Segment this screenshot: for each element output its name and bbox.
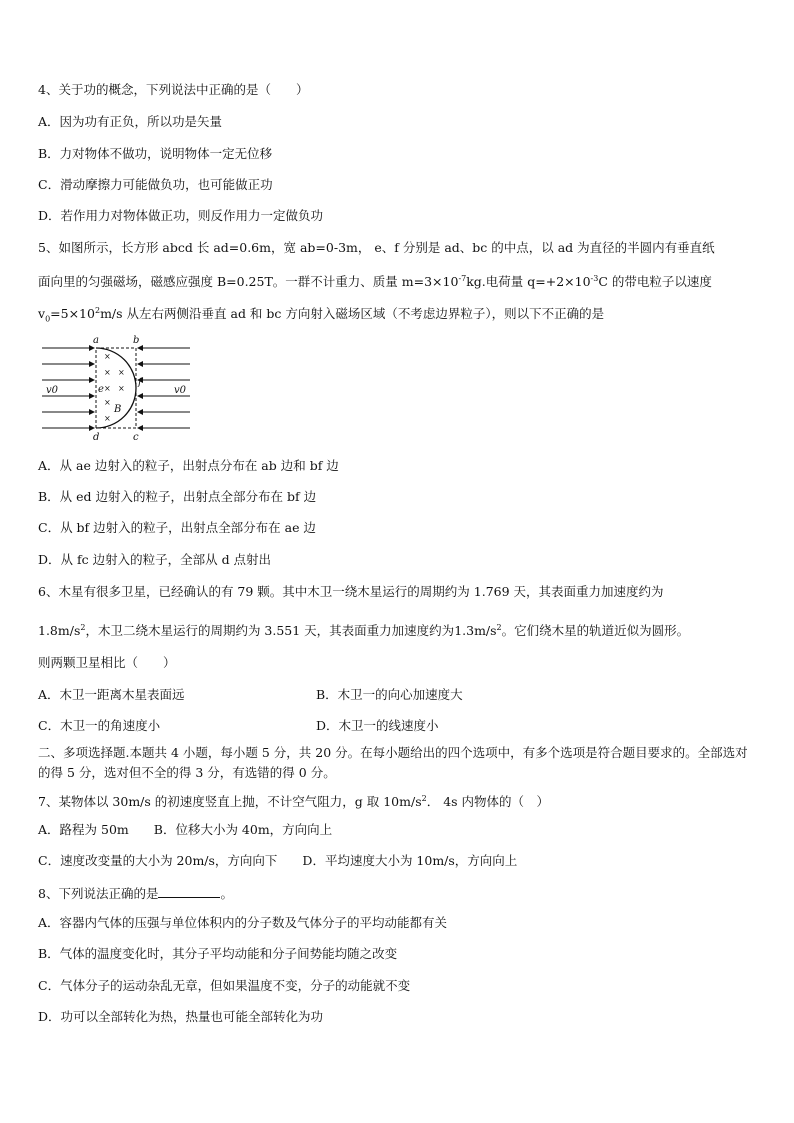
q6-line2-exp1: 2: [80, 623, 86, 632]
q6-line2-part-d: 。它们绕木星的轨道近似为圆形。: [501, 623, 690, 639]
label-c: c: [133, 432, 139, 443]
q5-line3-part-b: =5×10: [50, 306, 95, 322]
q4-option-d: D．若作用力对物体做正功，则反作用力一定做负功: [38, 208, 324, 223]
q4-option-a: A．因为功有正负，所以功是矢量: [38, 114, 223, 129]
q5-stem-line1: 5、如图所示，长方形 abcd 长 ad=0.6m，宽 ab=0-3m， e、f 分别是 ad、bc 的中点，以 ad 为直径的半圆内有垂直纸: [38, 240, 715, 255]
q8-option-d: D．功可以全部转化为热，热量也可能全部转化为功: [38, 1009, 324, 1024]
section-2-instructions: 二、多项选择题.本题共 4 小题，每小题 5 分，共 20 分。在每小题给出的四个选项中，有多个选项是符合题目要求的。全部选对的得 5 分，选对但不全的得 3 分，有选错的得 0 分。: [38, 745, 748, 780]
q5-line3-exp: 2: [94, 306, 101, 315]
label-v0-right: v0: [174, 385, 187, 396]
q5-line3-part-c: m/s 从左右两侧沿垂直 ad 和 bc 方向射入磁场区域（不考虑边界粒子），则以下不正确的是: [100, 306, 605, 322]
q6-option-a: A．木卫一距离木星表面远: [38, 687, 185, 702]
q5-stem-line3: [38, 303, 604, 328]
q5-option-c: C．从 bf 边射入的粒子，出射点全部分布在 ae 边: [38, 520, 316, 535]
q7-stem-part-a: 7、某物体以 30m/s 的初速度竖直上抛，不计空气阻力，g 取 10m/s: [38, 794, 422, 810]
q5-line2-part-c: C 的带电粒子以速度: [598, 274, 712, 290]
q4-option-c: C．滑动摩擦力可能做负功，也可能做正功: [38, 177, 273, 192]
field-cross-mark: ×: [104, 384, 111, 393]
label-f: f: [138, 377, 142, 388]
label-a: a: [93, 335, 99, 346]
label-B: B: [114, 404, 122, 415]
q8-option-a: A．容器内气体的压强与单位体积内的分子数及气体分子的平均动能都有关: [38, 915, 448, 930]
q8-stem-part-b: 。: [220, 886, 233, 901]
q8-stem-part-a: 8、下列说法正确的是: [38, 886, 159, 901]
label-v0-left: v0: [46, 385, 59, 396]
field-cross-mark: ×: [104, 414, 111, 423]
q7-stem: [38, 791, 549, 810]
q7-stem-part-b: ． 4s 内物体的（ ）: [426, 794, 550, 810]
q6-line2-part-a: 1.8m/s: [38, 623, 81, 639]
q7-stem-exp: 2: [421, 794, 427, 803]
label-d: d: [93, 432, 100, 443]
q4-option-b: B．力对物体不做功，说明物体一定无位移: [38, 146, 273, 161]
q6-stem-line3: 则两颗卫星相比（ ）: [38, 655, 176, 670]
q8-option-c: C．气体分子的运动杂乱无章，但如果温度不变，分子的动能就不变: [38, 978, 411, 993]
q8-stem: [38, 885, 233, 902]
q5-line3-sub: 0: [45, 314, 51, 324]
answer-blank[interactable]: [158, 885, 220, 898]
label-e: e: [98, 384, 104, 395]
q7-options-cd: C．速度改变量的大小为 20m/s，方向向下 D．平均速度大小为 10m/s，方向向上: [38, 853, 518, 868]
q5-option-d: D．从 fc 边射入的粒子，全部从 d 点射出: [38, 552, 272, 567]
q7-options-ab: A．路程为 50m B．位移大小为 40m，方向向上: [38, 822, 333, 837]
q5-line3-part-a: v: [38, 306, 46, 322]
field-cross-mark: ×: [104, 352, 111, 361]
q6-option-d: D．木卫一的线速度小: [316, 718, 439, 733]
q6-line2-part-c: 1.3m/s: [454, 623, 497, 639]
q4-stem: 4、关于功的概念，下列说法中正确的是（ ）: [38, 82, 309, 97]
label-b: b: [133, 335, 140, 346]
q8-option-b: B．气体的温度变化时，其分子平均动能和分子间势能均随之改变: [38, 946, 398, 961]
q6-line2-part-b: ，木卫二绕木星运行的周期约为 3.551 天，其表面重力加速度约为: [85, 623, 455, 639]
q6-stem-line1: 6、木星有很多卫星，已经确认的有 79 颗。其中木卫一绕木星运行的周期约为 1.769 天，其表面重力加速度约为: [38, 584, 664, 599]
q5-line2-part-b: kg.电荷量 q=+2×10: [466, 274, 591, 290]
q6-option-c: C．木卫一的角速度小: [38, 718, 161, 733]
q6-option-b: B．木卫一的向心加速度大: [316, 687, 463, 702]
magnetic-field-figure: [38, 333, 198, 443]
q6-stem-line2: [38, 620, 689, 639]
field-cross-mark: ×: [104, 368, 111, 377]
field-cross-mark: ×: [104, 398, 111, 407]
q5-stem-line2: [38, 271, 712, 290]
q6-line2-exp2: 2: [496, 623, 502, 632]
field-cross-mark: ×: [118, 368, 125, 377]
q5-line2-exp1: -7: [458, 274, 467, 283]
q5-line2-exp2: -3: [590, 274, 599, 283]
q5-option-b: B．从 ed 边射入的粒子，出射点全部分布在 bf 边: [38, 489, 317, 504]
q5-line2-part-a: 面向里的匀强磁场，磁感应强度 B=0.25T。一群不计重力、质量 m=3×10: [38, 274, 459, 290]
field-cross-mark: ×: [118, 384, 125, 393]
q5-option-a: A．从 ae 边射入的粒子，出射点分布在 ab 边和 bf 边: [38, 458, 339, 473]
